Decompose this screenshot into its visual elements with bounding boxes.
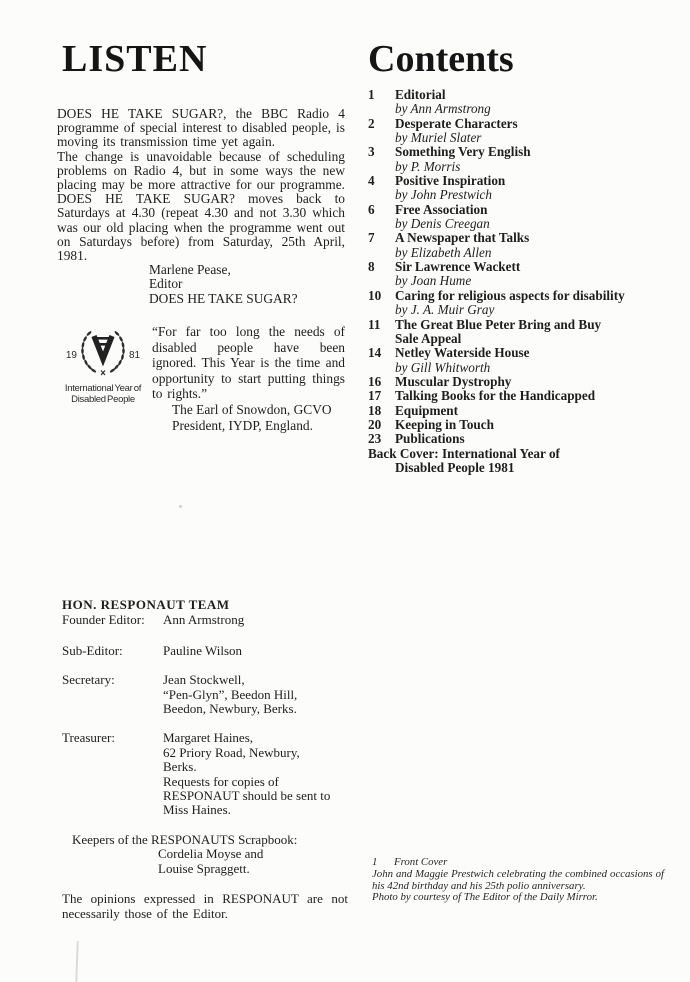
- caption-credit: Photo by courtesy of The Editor of the Daily Mirror.: [372, 891, 598, 904]
- contents-heading: Contents: [368, 38, 514, 80]
- toc-page-number: 6: [368, 201, 375, 217]
- toc-page-number: 20: [368, 416, 382, 432]
- toc-page-number: 18: [368, 402, 382, 418]
- scan-crease: [75, 941, 78, 982]
- toc-page-number: 10: [368, 287, 382, 303]
- caption-number: 1: [372, 856, 378, 868]
- caption-body: John and Maggie Prestwich celebrating the combined occasions of his 42nd birthday and his 25th polio anniversary.: [372, 868, 664, 892]
- snowdon-quote: [152, 324, 345, 433]
- toc-page-number: 8: [368, 259, 375, 275]
- listen-paragraph-2: The change is unavoidable because of scheduling problems on Radio 4, but in some ways the new placing may be more attractive for our programme. DOES HE TAKE SUGAR? moves back to Saturdays at 4.30 (repeat 4.30 and not 3.30 which was our old placing when the programme went out on Saturdays before) from Saturday, 25th April, 1981.: [57, 148, 345, 264]
- team-row-treasurer: Treasurer: Margaret Haines, 62 Priory Road, Newbury, Berks. Requests for copies of RESPONAUT should be sent to Miss Haines.: [62, 730, 331, 818]
- toc-page-number: 4: [368, 173, 375, 189]
- logo-year-right: 81: [129, 350, 141, 361]
- toc-page-number: 7: [368, 230, 375, 246]
- toc-page-number: 17: [368, 388, 382, 404]
- toc-page-number: 16: [368, 373, 382, 389]
- quote-attribution-1: The Earl of Snowdon, GCVO: [172, 401, 332, 417]
- toc-item: 7 A Newspaper that Talks by Elizabeth Allen: [368, 230, 530, 260]
- iydp-logo: [62, 330, 144, 405]
- laurel-wreath-icon: [77, 330, 129, 381]
- signature-role: Editor: [149, 276, 183, 292]
- listen-paragraph-1: DOES HE TAKE SUGAR?, the BBC Radio 4 programme of special interest to disabled people, is moving its transmission time yet again.: [57, 106, 345, 150]
- signature-programme: DOES HE TAKE SUGAR?: [149, 290, 298, 306]
- toc-item: 6 Free Association by Denis Creegan: [368, 201, 490, 232]
- keepers-heading: Keepers of the RESPONAUTS Scrapbook:: [72, 831, 298, 847]
- toc-item: 17 Talking Books for the Handicapped: [368, 388, 596, 404]
- scrapbook-keepers: Keepers of the RESPONAUTS Scrapbook: Cordelia Moyse and Louise Spraggett.: [72, 833, 348, 876]
- toc-item: 18 Equipment: [368, 402, 459, 418]
- toc-item: 3 Something Very English by P. Morris: [368, 144, 531, 174]
- toc-item: 4 Positive Inspiration by John Prestwich: [368, 173, 506, 203]
- logo-year-left: 19: [65, 350, 77, 361]
- toc-item: 16 Muscular Dystrophy: [368, 373, 512, 389]
- toc-item: 2 Desperate Characters by Muriel Slater: [368, 115, 518, 146]
- logo-caption: International Year of Disabled People: [64, 383, 142, 405]
- toc-item: 10 Caring for religious aspects for disability by J. A. Muir Gray: [368, 287, 625, 318]
- toc-page-number: 2: [368, 115, 375, 131]
- toc-item-back-cover: Back Cover: International Year of Disabled People 1981: [368, 445, 560, 475]
- signature-name: Marlene Pease,: [149, 262, 231, 278]
- team-heading: HON. RESPONAUT TEAM: [62, 597, 230, 612]
- quote-attribution-2: President, IYDP, England.: [172, 417, 313, 433]
- editor-signature: [149, 263, 345, 306]
- toc-item: 1 Editorial by Ann Armstrong: [368, 87, 491, 117]
- caption-label: Front Cover: [394, 856, 448, 868]
- team-row-sub-editor: Sub-Editor: Pauline Wilson: [62, 642, 243, 658]
- toc-page-number: 14: [368, 345, 382, 361]
- toc-item: 14 Netley Waterside House by Gill Whitworth: [368, 345, 530, 375]
- listen-heading: LISTEN: [62, 38, 208, 80]
- toc-item: 8 Sir Lawrence Wackett by Joan Hume: [368, 259, 521, 289]
- toc-page-number: 3: [368, 144, 375, 160]
- toc-item: 23 Publications: [368, 431, 465, 447]
- scan-speck: [179, 505, 182, 508]
- toc-item: 11 The Great Blue Peter Bring and Buy Sale Appeal: [368, 316, 602, 346]
- front-cover-caption: [372, 857, 664, 904]
- toc-page-number: 11: [368, 316, 381, 332]
- opinions-disclaimer: The opinions expressed in RESPONAUT are not necessarily those of the Editor.: [62, 891, 348, 921]
- quote-text: “For far too long the needs of disabled people have been ignored. This Year is the time and opportunity to start putting things to rights.”: [152, 324, 345, 402]
- toc-page-number: 23: [368, 431, 382, 447]
- team-row-secretary: Secretary: Jean Stockwell, “Pen-Glyn”, Beedon Hill, Beedon, Newbury, Berks.: [62, 672, 298, 717]
- team-row-founder-editor: Founder Editor: Ann Armstrong: [62, 612, 245, 628]
- listen-section: [57, 107, 345, 306]
- team-section: [62, 598, 348, 921]
- contents-section: [368, 40, 668, 475]
- toc-item: 20 Keeping in Touch: [368, 416, 494, 432]
- toc-page-number: 1: [368, 87, 375, 102]
